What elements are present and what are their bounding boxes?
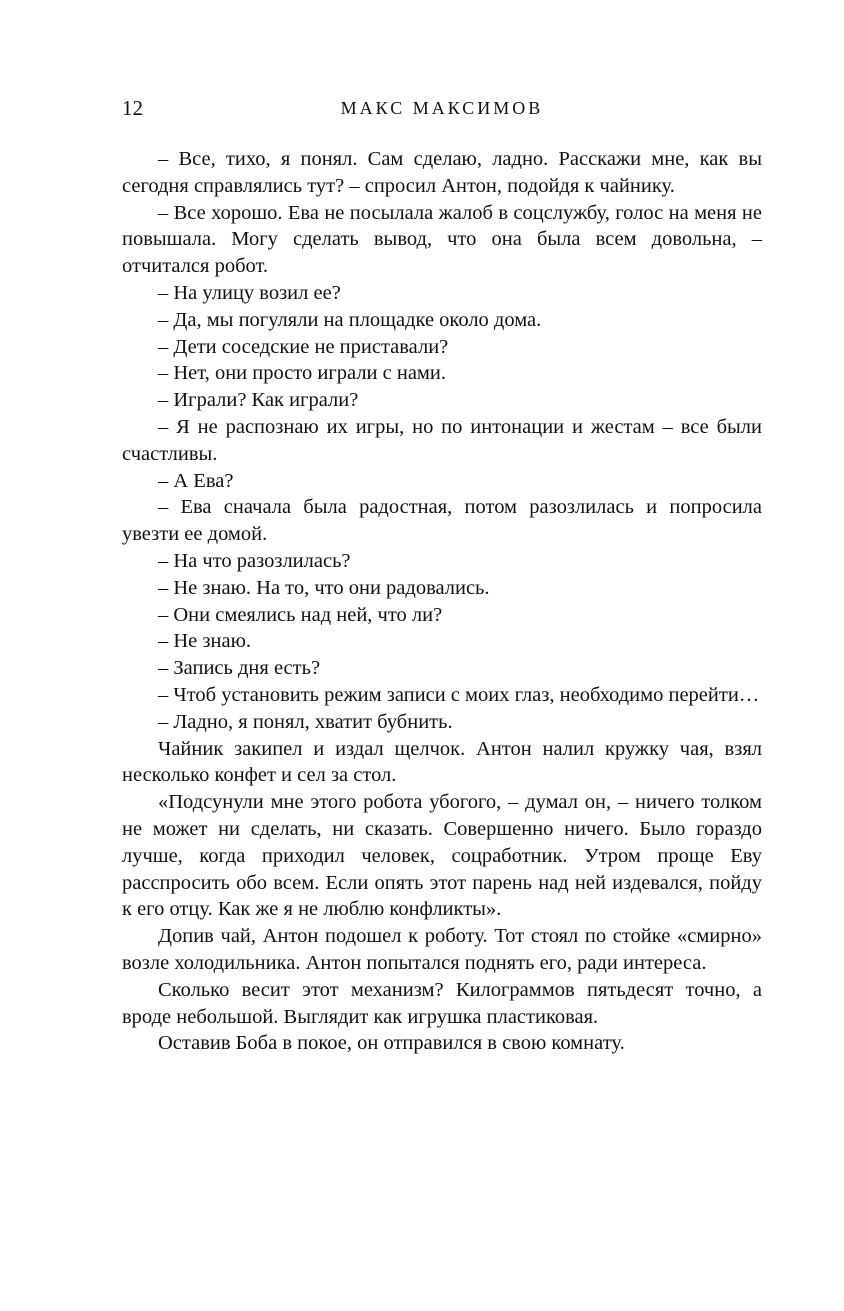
running-head <box>122 94 762 124</box>
paragraph: – Ева сначала была радостная, потом разозлилась и попросила увезти ее домой. <box>122 496 762 546</box>
paragraph: – Нет, они просто играли с нами. <box>158 362 447 385</box>
paragraph: – Чтоб установить режим записи с моих глаз, необходимо перейти… <box>158 683 760 706</box>
paragraph: – Все хорошо. Ева не посылала жалоб в соцслужбу, голос на меня не повышала. Могу сделать вывод, что она была всем довольна, – отчитался робот. <box>122 201 762 278</box>
paragraph: – Дети соседские не приставали? <box>158 335 449 358</box>
paragraph: «Подсунули мне этого робота убогого, – думал он, – ничего толком не может ни сделать, ни сказать. Совершенно ничего. Было гораздо лучше, когда приходил человек, соцработник. Утром проще Еву расспросить обо всем. Если опять этот парень над ней издевался, пойду к его отцу. Как же я не люблю конфликты». <box>122 791 762 921</box>
paragraph: – Ладно, я понял, хватит бубнить. <box>158 710 453 733</box>
paragraph: – Не знаю. <box>158 630 252 653</box>
paragraph: – Все, тихо, я понял. Сам сделаю, ладно. Расскажи мне, как вы сегодня справлялись тут? – спросил Антон, подойдя к чайнику. <box>122 148 762 197</box>
running-title: МАКС МАКСИМОВ <box>340 98 544 118</box>
paragraph: – Играли? Как играли? <box>158 389 359 412</box>
paragraph: – А Ева? <box>158 469 234 492</box>
paragraph: Сколько весит этот механизм? Килограммов пятьдесят точно, а вроде небольшой. Выглядит как игрушка пластиковая. <box>122 978 762 1028</box>
paragraph: Оставив Боба в покое, он отправился в свою комнату. <box>158 1032 625 1055</box>
paragraph: – Я не распознаю их игры, но по интонации и жестам – все были счастливы. <box>122 415 762 465</box>
paragraph: Чайник закипел и издал щелчок. Антон налил кружку чая, взял несколько конфет и сел за стол. <box>122 737 762 787</box>
paragraph: – Не знаю. На то, что они радовались. <box>158 576 490 599</box>
paragraph: – Да, мы погуляли на площадке около дома. <box>158 308 542 331</box>
paragraph: – На что разозлилась? <box>158 549 351 572</box>
paragraph: – На улицу возил ее? <box>158 281 341 304</box>
paragraph: – Запись дня есть? <box>158 657 321 680</box>
paragraph: Допив чай, Антон подошел к роботу. Тот стоял по стойке «смирно» возле холодильника. Антон попытался поднять его, ради интереса. <box>122 925 762 974</box>
paragraph: – Они смеялись над ней, что ли? <box>158 603 443 626</box>
page-number: 12 <box>122 96 143 120</box>
body-text <box>122 146 762 1057</box>
